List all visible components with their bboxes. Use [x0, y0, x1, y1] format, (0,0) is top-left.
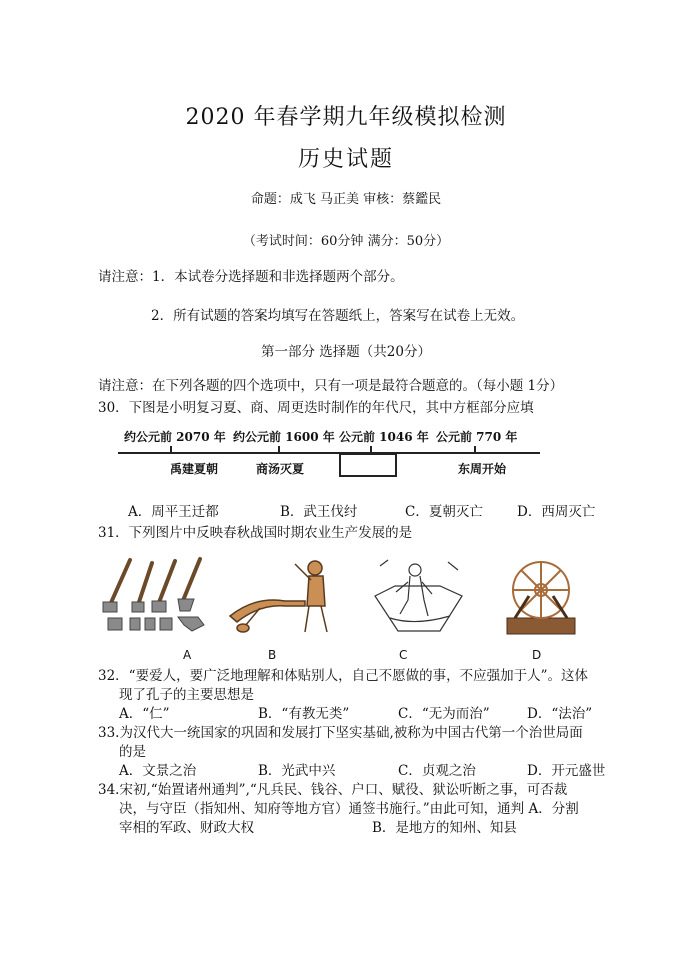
q31-label-d: D [532, 648, 542, 662]
timeline-event-1: 禹建夏朝 [170, 462, 219, 476]
authors-line: 命题：成飞 马正美 审核：蔡鑑民 [250, 192, 442, 207]
timeline-date-1: 约公元前 2070 年 [124, 430, 226, 444]
exam-subtitle: 历史试题 [297, 147, 394, 172]
note-1: 请注意：1．本试卷分选择题和非选择题两个部分。 [98, 269, 404, 285]
note-2: 2．所有试题的答案均填写在答题纸上，答案写在试卷上无效。 [151, 308, 525, 324]
timeline-axis [118, 452, 540, 454]
timeline-date-4: 公元前 770 年 [436, 430, 518, 444]
timeline-blank-box [339, 453, 397, 477]
timeline-tick [370, 446, 372, 453]
water-wheel-image [505, 556, 577, 640]
q34-stem-line3: 宰相的军政、财政大权 [119, 820, 254, 836]
part1-heading: 第一部分 选择题（共20分） [261, 344, 431, 360]
plough-farmer-image [225, 556, 345, 636]
timeline-event-2: 商汤灭夏 [256, 462, 305, 476]
q33-option-a: A．文景之治 [119, 763, 197, 779]
timeline-event-3: 东周开始 [458, 462, 507, 476]
q33-stem-line1: 33.为汉代大一统国家的巩固和发展打下坚实基础,被称为中国古代第一个治世局面 [98, 725, 583, 741]
q30-option-d: D．西周灭亡 [517, 504, 596, 520]
q30-stem: 30．下图是小明复习夏、商、周更迭时制作的年代尺，其中方框部分应填 [98, 400, 534, 416]
farm-tools-image [100, 555, 215, 635]
timeline-date-3: 公元前 1046 年 [339, 430, 429, 444]
exam-title: 2020 年春学期九年级模拟检测 [185, 105, 507, 130]
timeline-tick [278, 446, 280, 453]
q33-option-d: D．开元盛世 [527, 763, 606, 779]
q34-stem-line2: 决，与守臣（指知州、知府等地方官）通签书施行。”由此可知，通判 A．分割 [119, 801, 579, 817]
q31-stem: 31．下列图片中反映春秋战国时期农业生产发展的是 [98, 525, 413, 541]
q32-option-d: D．“法治” [527, 706, 593, 722]
q33-stem-line2: 的是 [119, 744, 146, 760]
q33-option-b: B．光武中兴 [258, 763, 336, 779]
q32-stem-line1: 32．“要爱人，要广泛地理解和体贴别人，自己不愿做的事，不应强加于人”。这体 [98, 668, 588, 684]
exam-info: （考试时间：60分钟 满分：50分） [242, 234, 450, 249]
q30-option-b: B．武王伐纣 [280, 504, 358, 520]
q31-label-b: B [268, 648, 277, 662]
timeline-date-2: 约公元前 1600 年 [233, 430, 335, 444]
part1-instruction: 请注意：在下列各题的四个选项中，只有一项是最符合题意的。（每小题 1分） [98, 378, 564, 394]
q32-option-b: B．“有教无类” [258, 706, 350, 722]
q34-stem-line1: 34.宋初,“始置诸州通判”,“凡兵民、钱谷、户口、赋役、狱讼听断之事，可否裁 [98, 782, 568, 798]
q32-option-c: C．“无为而治” [398, 706, 490, 722]
q34-option-b: B．是地方的知州、知县 [372, 820, 517, 836]
q33-option-c: C．贞观之治 [398, 763, 476, 779]
q30-option-a: A．周平王迁都 [128, 504, 219, 520]
farmer-sketch-image [370, 556, 470, 638]
timeline-tick [170, 446, 172, 453]
timeline-tick [474, 446, 476, 453]
q30-option-c: C．夏朝灭亡 [405, 504, 483, 520]
q32-stem-line2: 现了孔子的主要思想是 [119, 687, 254, 703]
q31-label-a: A [183, 648, 192, 662]
q31-label-c: C [399, 648, 408, 662]
q32-option-a: A．“仁” [119, 706, 170, 722]
